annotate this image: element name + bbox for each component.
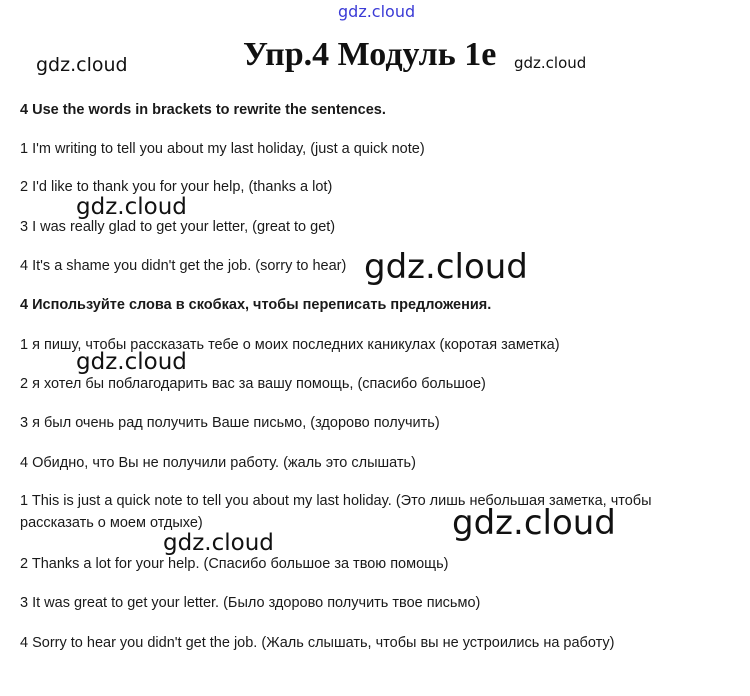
task-ru-item-4: 4 Обидно, что Вы не получили работу. (жаль это слышать) bbox=[20, 455, 416, 471]
answer-4: 4 Sorry to hear you didn't get the job. (Жаль слышать, чтобы вы не устроились на работу) bbox=[20, 635, 615, 651]
answer-3: 3 It was great to get your letter. (Было здорово получить твое письмо) bbox=[20, 595, 481, 611]
task-en-item-1: 1 I'm writing to tell you about my last holiday, (just a quick note) bbox=[20, 141, 425, 157]
watermark-mid-1: gdz.cloud bbox=[76, 194, 187, 220]
watermark-after-title: gdz.cloud bbox=[514, 54, 587, 72]
task-en-item-3: 3 I was really glad to get your letter, (great to get) bbox=[20, 219, 336, 235]
page-title: Упр.4 Модуль 1e bbox=[243, 36, 497, 73]
answer-2: 2 Thanks a lot for your help. (Спасибо большое за твою помощь) bbox=[20, 556, 449, 572]
watermark-mid-3: gdz.cloud bbox=[163, 530, 274, 556]
watermark-large-2: gdz.cloud bbox=[452, 503, 616, 543]
watermark-top: gdz.cloud bbox=[338, 2, 416, 21]
watermark-mid-2: gdz.cloud bbox=[76, 349, 187, 375]
watermark-large-1: gdz.cloud bbox=[364, 247, 528, 287]
task-en-item-2: 2 I'd like to thank you for your help, (thanks a lot) bbox=[20, 179, 333, 195]
task-en-heading: 4 Use the words in brackets to rewrite the sentences. bbox=[20, 102, 386, 118]
task-en-item-4: 4 It's a shame you didn't get the job. (sorry to hear) bbox=[20, 258, 347, 274]
watermark-left: gdz.cloud bbox=[36, 54, 128, 76]
task-ru-item-1: 1 я пишу, чтобы рассказать тебе о моих последних каникулах (коротая заметка) bbox=[20, 337, 560, 353]
task-ru-item-2: 2 я хотел бы поблагодарить вас за вашу помощь, (спасибо большое) bbox=[20, 376, 486, 392]
answer-1: 1 This is just a quick note to tell you about my last holiday. (Это лишь небольшая заметка, чтобы рассказать о моем отдыхе) bbox=[20, 493, 652, 531]
task-ru-heading: 4 Используйте слова в скобках, чтобы переписать предложения. bbox=[20, 297, 492, 313]
task-ru-item-3: 3 я был очень рад получить Ваше письмо, (здорово получить) bbox=[20, 415, 440, 431]
